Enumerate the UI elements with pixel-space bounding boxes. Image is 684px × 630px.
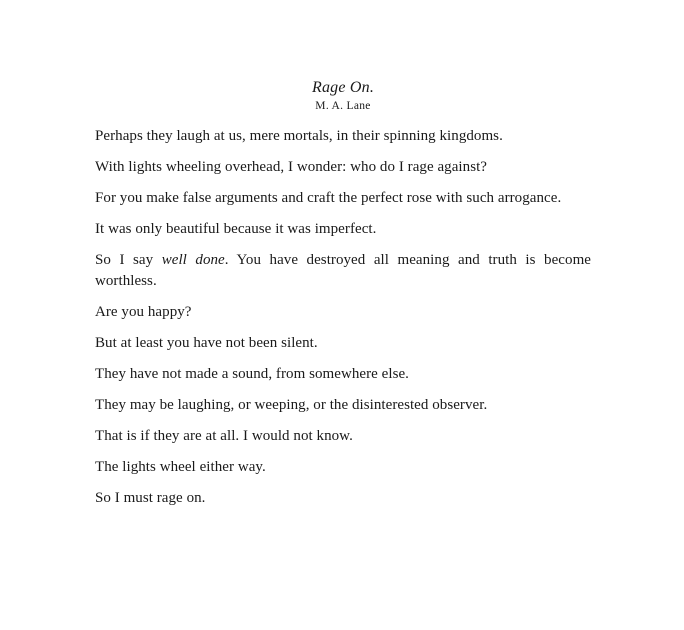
- poem-line-5: [95, 250, 591, 291]
- poem-page: [95, 78, 591, 519]
- poem-line-8: They have not made a sound, from somewhere else.: [95, 365, 409, 382]
- poem-line-11: The lights wheel either way.: [95, 458, 266, 475]
- poem-line-3: For you make false arguments and craft the perfect rose with such arrogance.: [95, 190, 562, 206]
- poem-line-1: Perhaps they laugh at us, mere mortals, in their spinning kingdoms.: [95, 128, 503, 144]
- poem-line-5-emphasis: well done: [161, 252, 225, 268]
- poem-line-9: They may be laughing, or weeping, or the disinterested observer.: [95, 396, 488, 413]
- poem-line-10: That is if they are at all. I would not know.: [95, 427, 353, 444]
- poem-line-6: Are you happy?: [95, 303, 192, 320]
- poem-line-4: It was only beautiful because it was imperfect.: [95, 221, 377, 237]
- poem-line-5-start: So I say: [95, 252, 162, 268]
- poem-line-5-end: . You have destroyed all meaning and truth is become worthless.: [95, 252, 591, 289]
- poem-author: M. A. Lane: [315, 100, 371, 112]
- poem-title: Rage On.: [311, 79, 375, 96]
- poem-line-2: With lights wheeling overhead, I wonder: who do I rage against?: [95, 159, 488, 175]
- poem-line-7: But at least you have not been silent.: [95, 334, 318, 351]
- poem-line-12: So I must rage on.: [95, 489, 206, 506]
